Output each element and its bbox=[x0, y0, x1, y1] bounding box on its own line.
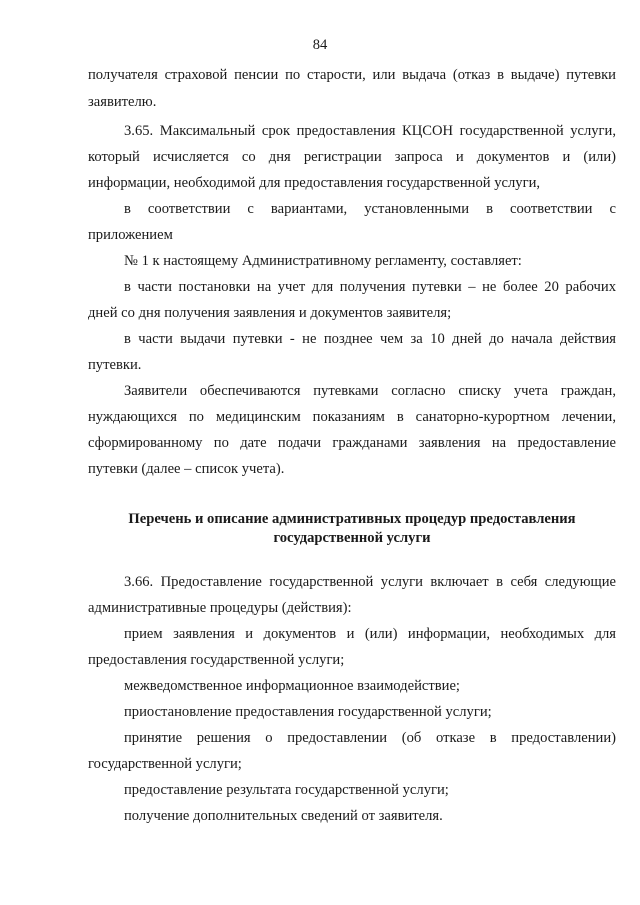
paragraph-line: заявителю. bbox=[88, 94, 157, 110]
paragraph-line: 3.65. Максимальный срок предоставления КЦСОН государственной услуги, bbox=[124, 123, 616, 139]
paragraph-line: Заявители обеспечиваются путевками согласно списку учета граждан, bbox=[124, 383, 616, 399]
list-item: получение дополнительных сведений от заявителя. bbox=[124, 808, 443, 824]
list-item: предоставления государственной услуги; bbox=[88, 652, 345, 668]
paragraph-line: информации, необходимой для предоставления государственной услуги, bbox=[88, 175, 541, 191]
list-item: прием заявления и документов и (или) информации, необходимых для bbox=[124, 626, 616, 642]
paragraph-line: в части постановки на учет для получения путевки – не более 20 рабочих bbox=[124, 279, 616, 295]
list-item: государственной услуги; bbox=[88, 756, 242, 772]
paragraph-line: административные процедуры (действия): bbox=[88, 600, 352, 616]
list-item: приостановление предоставления государственной услуги; bbox=[124, 704, 492, 720]
paragraph-line: путевки. bbox=[88, 357, 142, 373]
paragraph-line: в соответствии с вариантами, установленными в соответствии с bbox=[124, 201, 616, 217]
section-heading: Перечень и описание административных процедур предоставления bbox=[128, 511, 576, 527]
list-item: принятие решения о предоставлении (об отказе в предоставлении) bbox=[124, 730, 616, 746]
paragraph-line: 3.66. Предоставление государственной услуги включает в себя следующие bbox=[124, 574, 616, 590]
list-item: межведомственное информационное взаимодействие; bbox=[124, 678, 460, 694]
list-item: предоставление результата государственной услуги; bbox=[124, 782, 449, 798]
paragraph-line: № 1 к настоящему Административному регламенту, составляет: bbox=[124, 253, 522, 269]
page-number: 84 bbox=[312, 37, 328, 53]
paragraph-line: получателя страховой пенсии по старости, или выдача (отказ в выдаче) путевки bbox=[88, 67, 616, 83]
paragraph-line: сформированному по дате подачи гражданами заявления на предоставление bbox=[88, 435, 616, 451]
section-heading: государственной услуги bbox=[273, 530, 431, 546]
paragraph-line: дней со дня получения заявления и документов заявителя; bbox=[88, 305, 452, 321]
paragraph-line: который исчисляется со дня регистрации запроса и документов и (или) bbox=[88, 149, 616, 165]
paragraph-line: нуждающихся по медицинским показаниям в санаторно-курортном лечении, bbox=[88, 409, 616, 425]
paragraph-line: путевки (далее – список учета). bbox=[88, 461, 285, 477]
paragraph-line: приложением bbox=[88, 227, 173, 243]
paragraph-line: в части выдачи путевки - не позднее чем за 10 дней до начала действия bbox=[124, 331, 616, 347]
